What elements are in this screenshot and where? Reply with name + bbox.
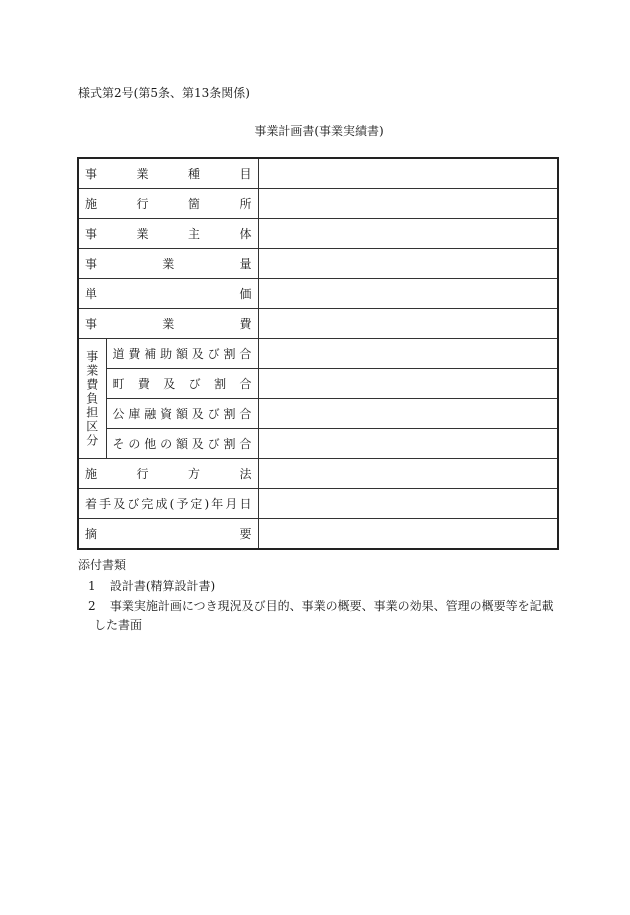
label-char: 割 bbox=[223, 407, 236, 421]
label-char: 価 bbox=[239, 287, 252, 301]
label-char: 費 bbox=[137, 377, 150, 391]
row-label bbox=[78, 189, 258, 219]
value-cell[interactable] bbox=[258, 519, 558, 550]
value-cell[interactable] bbox=[258, 369, 558, 399]
value-cell[interactable] bbox=[258, 189, 558, 219]
label-char: 庫 bbox=[128, 407, 141, 421]
label-char: 合 bbox=[239, 377, 252, 391]
label-char: 成 bbox=[155, 497, 168, 511]
label-char: 公 bbox=[112, 407, 125, 421]
label-char: 方 bbox=[187, 467, 200, 481]
label-char: 費 bbox=[239, 317, 252, 331]
label-char: び bbox=[127, 497, 140, 511]
label-char: 額 bbox=[175, 437, 188, 451]
label-char: 要 bbox=[239, 527, 252, 541]
label-char: 及 bbox=[191, 407, 204, 421]
value-cell[interactable] bbox=[258, 219, 558, 249]
table-row bbox=[78, 249, 558, 279]
label-char: 量 bbox=[239, 257, 252, 271]
attachment-item-1 bbox=[88, 577, 215, 594]
label-char: 及 bbox=[191, 347, 204, 361]
attachments-heading: 添付書類 bbox=[78, 558, 127, 572]
row-label bbox=[106, 399, 258, 429]
attachment-item-2 bbox=[88, 597, 554, 614]
burden-group-text: 事業費負担区分 bbox=[84, 349, 99, 448]
label-char: 費 bbox=[128, 347, 141, 361]
row-label bbox=[106, 429, 258, 459]
attachment-text-continued: した書面 bbox=[94, 618, 143, 632]
label-char: 行 bbox=[136, 467, 149, 481]
label-char: 割 bbox=[223, 437, 236, 451]
label-char: 事 bbox=[85, 227, 98, 241]
document-title: 事業計画書(事業実績書) bbox=[254, 124, 384, 138]
row-label bbox=[78, 459, 258, 489]
label-char: 定 bbox=[190, 497, 203, 511]
label-char: び bbox=[207, 437, 220, 451]
label-char: 完 bbox=[141, 497, 154, 511]
label-char: 年 bbox=[211, 497, 224, 511]
label-char: 摘 bbox=[85, 527, 98, 541]
label-char: 種 bbox=[187, 167, 200, 181]
row-label bbox=[78, 489, 258, 519]
plan-table bbox=[77, 157, 559, 550]
label-char: 合 bbox=[239, 347, 252, 361]
table-row bbox=[78, 489, 558, 519]
attachment-text: 事業実施計画につき現況及び目的、事業の概要、事業の効果、管理の概要等を記載 bbox=[109, 599, 554, 613]
label-char: 補 bbox=[144, 347, 157, 361]
label-char: 合 bbox=[239, 407, 252, 421]
label-char: 単 bbox=[85, 287, 98, 301]
label-char: 法 bbox=[239, 467, 252, 481]
row-label bbox=[78, 279, 258, 309]
label-char: 業 bbox=[162, 257, 175, 271]
value-cell[interactable] bbox=[258, 249, 558, 279]
row-label bbox=[78, 309, 258, 339]
label-char: そ bbox=[112, 437, 125, 451]
label-char: 及 bbox=[163, 377, 176, 391]
table-row bbox=[78, 369, 558, 399]
attachment-number: 2 bbox=[88, 599, 96, 613]
row-label bbox=[78, 519, 258, 550]
label-char: 助 bbox=[160, 347, 173, 361]
label-char: ) bbox=[204, 496, 210, 511]
table-row bbox=[78, 189, 558, 219]
table-row bbox=[78, 519, 558, 550]
label-char: 所 bbox=[239, 197, 252, 211]
attachment-text: 設計書(精算設計書) bbox=[109, 579, 216, 593]
row-label bbox=[78, 249, 258, 279]
label-char: 着 bbox=[85, 497, 98, 511]
table-row bbox=[78, 459, 558, 489]
label-char: 割 bbox=[223, 347, 236, 361]
label-char: 目 bbox=[239, 167, 252, 181]
label-char: 箇 bbox=[187, 197, 200, 211]
label-char: ( bbox=[169, 496, 175, 511]
label-char: 道 bbox=[112, 347, 125, 361]
table-row bbox=[78, 158, 558, 189]
value-cell[interactable] bbox=[258, 309, 558, 339]
table-row bbox=[78, 219, 558, 249]
table-row bbox=[78, 429, 558, 459]
label-char: び bbox=[207, 407, 220, 421]
label-char: 額 bbox=[175, 407, 188, 421]
label-char: 町 bbox=[112, 377, 125, 391]
label-char: 主 bbox=[187, 227, 200, 241]
row-label bbox=[106, 369, 258, 399]
label-char: び bbox=[207, 347, 220, 361]
label-char: 月 bbox=[225, 497, 238, 511]
form-number: 様式第2号(第5条、第13条関係) bbox=[78, 86, 250, 100]
label-char: 体 bbox=[239, 227, 252, 241]
label-char: 事 bbox=[85, 167, 98, 181]
table-row bbox=[78, 279, 558, 309]
label-char: び bbox=[188, 377, 201, 391]
value-cell[interactable] bbox=[258, 279, 558, 309]
burden-group-label bbox=[78, 339, 106, 459]
label-char: 額 bbox=[175, 347, 188, 361]
label-char: 事 bbox=[85, 317, 98, 331]
label-char: 他 bbox=[144, 437, 157, 451]
label-char: 施 bbox=[85, 467, 98, 481]
table-row bbox=[78, 309, 558, 339]
label-char: 業 bbox=[136, 167, 149, 181]
label-char: 合 bbox=[239, 437, 252, 451]
label-char: 日 bbox=[239, 497, 252, 511]
value-cell[interactable] bbox=[258, 158, 558, 189]
label-char: 業 bbox=[136, 227, 149, 241]
label-char: 予 bbox=[176, 497, 189, 511]
label-char: の bbox=[160, 437, 173, 451]
label-char: 事 bbox=[85, 257, 98, 271]
value-cell[interactable] bbox=[258, 429, 558, 459]
label-char: 融 bbox=[144, 407, 157, 421]
value-cell[interactable] bbox=[258, 399, 558, 429]
row-label bbox=[78, 219, 258, 249]
label-char: 及 bbox=[191, 437, 204, 451]
value-cell[interactable] bbox=[258, 489, 558, 519]
row-label bbox=[78, 158, 258, 189]
label-char: 手 bbox=[99, 497, 112, 511]
label-char: の bbox=[128, 437, 141, 451]
label-char: 及 bbox=[113, 497, 126, 511]
label-char: 資 bbox=[160, 407, 173, 421]
table-row bbox=[78, 339, 558, 369]
value-cell[interactable] bbox=[258, 459, 558, 489]
attachment-number: 1 bbox=[88, 579, 96, 593]
label-char: 業 bbox=[162, 317, 175, 331]
value-cell[interactable] bbox=[258, 339, 558, 369]
label-char: 割 bbox=[214, 377, 227, 391]
row-label bbox=[106, 339, 258, 369]
label-char: 行 bbox=[136, 197, 149, 211]
table-row bbox=[78, 399, 558, 429]
label-char: 施 bbox=[85, 197, 98, 211]
